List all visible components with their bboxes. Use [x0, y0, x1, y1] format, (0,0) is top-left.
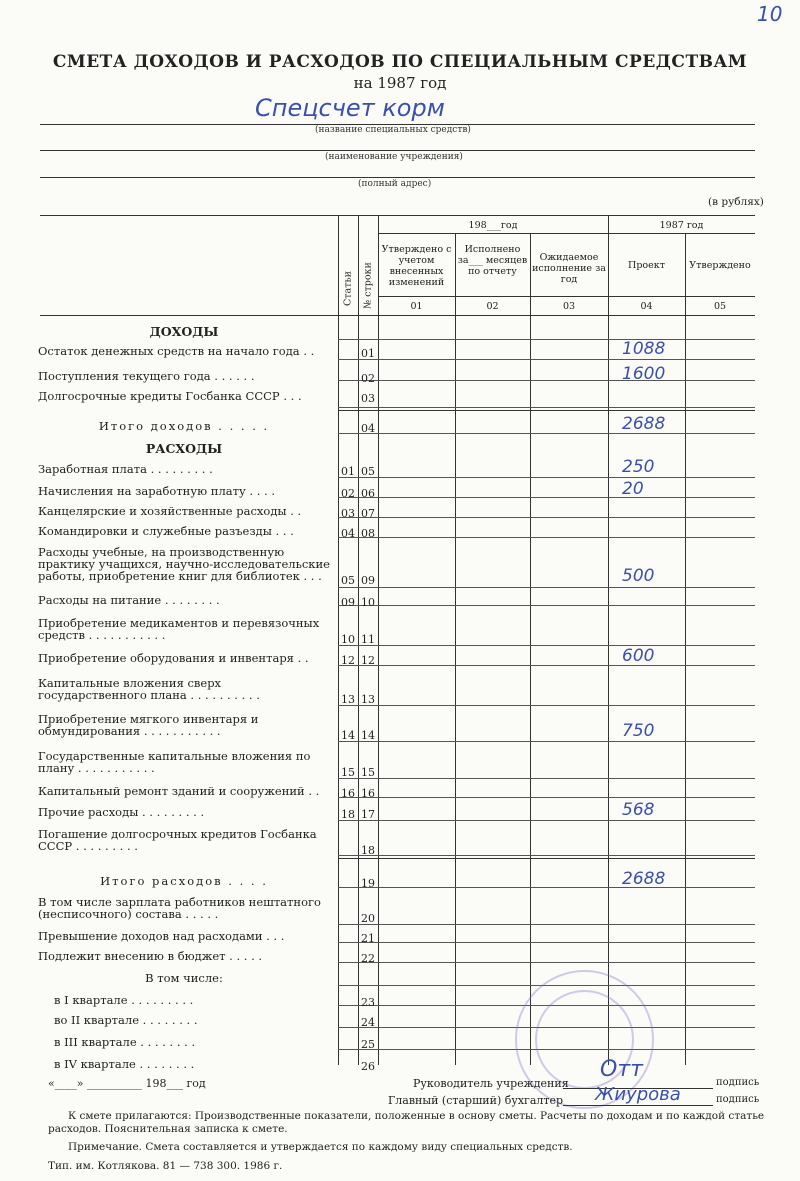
section-rule	[338, 410, 755, 411]
row-rule	[338, 645, 755, 646]
row-rule	[338, 855, 755, 856]
article-number: 09	[341, 596, 355, 609]
row-rule	[338, 587, 755, 588]
period1-header: 198___год	[468, 220, 518, 231]
row-rule	[338, 339, 755, 340]
line-number: 19	[361, 877, 375, 890]
article-number: 01	[341, 465, 355, 478]
project-value: 20	[622, 479, 644, 499]
row-rule	[338, 741, 755, 742]
article-number: 04	[341, 527, 355, 540]
project-value: 2688	[622, 869, 666, 889]
row-label: Погашение долгосрочных кредитов Госбанка СССР . . . . . . . . .	[38, 827, 317, 853]
line-number: 01	[361, 347, 375, 360]
row-rule	[338, 942, 755, 943]
line-number: 03	[361, 392, 375, 405]
row-label: В том числе зарплата работников нештатного (несписочного) состава . . . . .	[38, 895, 321, 921]
row-label: Канцелярские и хозяйственные расходы . .	[38, 504, 302, 518]
col05-num: 05	[713, 301, 727, 312]
col-article-header: Статьи	[342, 271, 354, 306]
col03-num: 03	[562, 301, 576, 312]
article-number: 13	[341, 693, 355, 706]
row-label: Итого доходов . . . . .	[98, 419, 270, 433]
line-number: 04	[361, 422, 375, 435]
row-label: Приобретение медикаментов и перевязочных средств . . . . . . . . . . .	[38, 616, 320, 642]
line-number: 16	[361, 787, 375, 800]
row-label: ДОХОДЫ	[149, 324, 219, 339]
line-number: 06	[361, 487, 375, 500]
line-number: 13	[361, 693, 375, 706]
row-rule	[338, 797, 755, 798]
row-label: во II квартале . . . . . . . .	[54, 1013, 198, 1027]
row-rule	[338, 517, 755, 518]
project-value: 568	[622, 800, 655, 820]
row-rule	[338, 778, 755, 779]
chief-signature-caption: подпись	[716, 1094, 760, 1105]
col01-header: Утверждено с учетом внесенных изменений	[381, 244, 452, 288]
attachments-note: К смете прилагаются: Производственные показатели, положенные в основу сметы. Расчеты по доходам и по каждой статье расходов. Пояснительная записка к смете.	[48, 1110, 765, 1135]
fund-caption: (название специальных средств)	[315, 125, 471, 135]
row-rule	[338, 380, 755, 381]
line-number: 02	[361, 372, 375, 385]
row-rule	[338, 924, 755, 925]
units-label: (в рублях)	[708, 196, 764, 208]
row-rule	[338, 477, 755, 478]
row-label: Начисления на заработную плату . . . .	[38, 484, 275, 498]
row-rule	[338, 887, 755, 888]
article-number: 05	[341, 574, 355, 587]
row-label: Государственные капитальные вложения по плану . . . . . . . . . . .	[38, 749, 311, 775]
project-value: 1088	[622, 339, 666, 359]
line-number: 10	[361, 596, 375, 609]
row-rule	[338, 962, 755, 963]
article-number: 12	[341, 654, 355, 667]
row-label: в I квартале . . . . . . . . .	[54, 993, 194, 1007]
article-number: 14	[341, 729, 355, 742]
row-label: Капитальные вложения сверх государственного плана . . . . . . . . . .	[38, 676, 260, 702]
row-label: Поступления текущего года . . . . . .	[38, 369, 255, 383]
remark-note: Примечание. Смета составляется и утверждается по каждому виду специальных средств.	[68, 1141, 573, 1153]
row-label: Подлежит внесению в бюджет . . . . .	[38, 949, 263, 963]
row-label: Капитальный ремонт зданий и сооружений . .	[38, 784, 320, 798]
head-signature-caption: подпись	[716, 1077, 760, 1088]
row-rule	[338, 537, 755, 538]
col03-header: Ожидаемое исполнение за год	[532, 252, 606, 285]
document-title: СМЕТА ДОХОДОВ И РАСХОДОВ ПО СПЕЦИАЛЬНЫМ СРЕДСТВАМ	[52, 52, 748, 72]
article-number: 18	[341, 808, 355, 821]
line-number: 17	[361, 808, 375, 821]
article-number: 16	[341, 787, 355, 800]
col04-header: Проект	[628, 260, 665, 271]
col05-header: Утверждено	[689, 260, 751, 271]
line-number: 07	[361, 507, 375, 520]
project-value: 750	[622, 721, 655, 741]
address-caption: (полный адрес)	[358, 179, 432, 189]
page-number-handwritten: 10	[757, 2, 783, 26]
row-label: Расходы на питание . . . . . . . .	[38, 593, 220, 607]
line-number: 20	[361, 912, 375, 925]
line-number: 14	[361, 729, 375, 742]
line-number: 12	[361, 654, 375, 667]
project-value: 250	[622, 457, 655, 477]
row-label: Прочие расходы . . . . . . . . .	[38, 805, 205, 819]
section-rule	[338, 858, 755, 859]
line-number: 22	[361, 952, 375, 965]
row-rule	[338, 705, 755, 706]
row-rule	[338, 407, 755, 408]
row-label: в IV квартале . . . . . . . .	[54, 1057, 195, 1071]
year-line: на 1987 год	[353, 74, 447, 92]
chief-accountant-label: Главный (старший) бухгалтер	[388, 1094, 563, 1107]
row-label: Долгосрочные кредиты Госбанка СССР . . .	[38, 389, 302, 403]
line-number: 25	[361, 1038, 375, 1051]
row-label: В том числе:	[145, 971, 223, 985]
col01-num: 01	[410, 301, 423, 312]
chief-signature: Жиурова	[595, 1084, 681, 1105]
fund-name-handwritten: Спецсчет корм	[255, 94, 445, 122]
row-label: в III квартале . . . . . . . .	[54, 1035, 196, 1049]
row-rule	[338, 605, 755, 606]
print-info: Тип. им. Котлякова. 81 — 738 300. 1986 г.	[48, 1160, 283, 1172]
row-label: Приобретение мягкого инвентаря и обмундирования . . . . . . . . . . .	[38, 712, 259, 738]
line-number: 11	[361, 633, 375, 646]
project-value: 1600	[622, 364, 666, 384]
project-value: 2688	[622, 414, 666, 434]
row-label: Остаток денежных средств на начало года . .	[38, 344, 315, 358]
date-line: «____» __________ 198___ год	[48, 1077, 206, 1090]
col04-num: 04	[640, 301, 653, 312]
line-number: 05	[361, 465, 375, 478]
line-number: 15	[361, 766, 375, 779]
row-rule	[338, 820, 755, 821]
row-label: Приобретение оборудования и инвентаря . .	[38, 651, 309, 665]
head-signature: Отт	[600, 1057, 643, 1082]
row-rule	[338, 497, 755, 498]
article-number: 02	[341, 487, 355, 500]
col02-num: 02	[486, 301, 499, 312]
row-rule	[338, 665, 755, 666]
line-number: 26	[361, 1060, 375, 1073]
project-value: 600	[622, 646, 655, 666]
row-label: РАСХОДЫ	[145, 441, 223, 456]
line-number: 09	[361, 574, 375, 587]
row-label: Заработная плата . . . . . . . . .	[38, 462, 213, 476]
line-number: 08	[361, 527, 375, 540]
row-label: Расходы учебные, на производственную практику учащихся, научно-исследовательские работы, приобретение книг для библиотек . . .	[38, 545, 330, 583]
col02-header: Исполнено за___ месяцев по отчету	[457, 244, 528, 277]
project-value: 500	[622, 566, 655, 586]
line-number: 21	[361, 932, 375, 945]
row-rule	[338, 359, 755, 360]
line-number: 24	[361, 1016, 375, 1029]
line-number: 23	[361, 996, 375, 1009]
article-number: 03	[341, 507, 355, 520]
article-number: 10	[341, 633, 355, 646]
period2-header: 1987 год	[659, 220, 704, 231]
article-number: 15	[341, 766, 355, 779]
row-label: Итого расходов . . . .	[100, 874, 268, 888]
line-number: 18	[361, 844, 375, 857]
institution-caption: (наименование учреждения)	[325, 152, 463, 162]
col-line-header: № строки	[362, 262, 374, 309]
row-rule	[338, 433, 755, 434]
head-label: Руководитель учреждения	[413, 1077, 569, 1090]
row-label: Превышение доходов над расходами . . .	[38, 929, 285, 943]
row-label: Командировки и служебные разъезды . . .	[38, 524, 294, 538]
